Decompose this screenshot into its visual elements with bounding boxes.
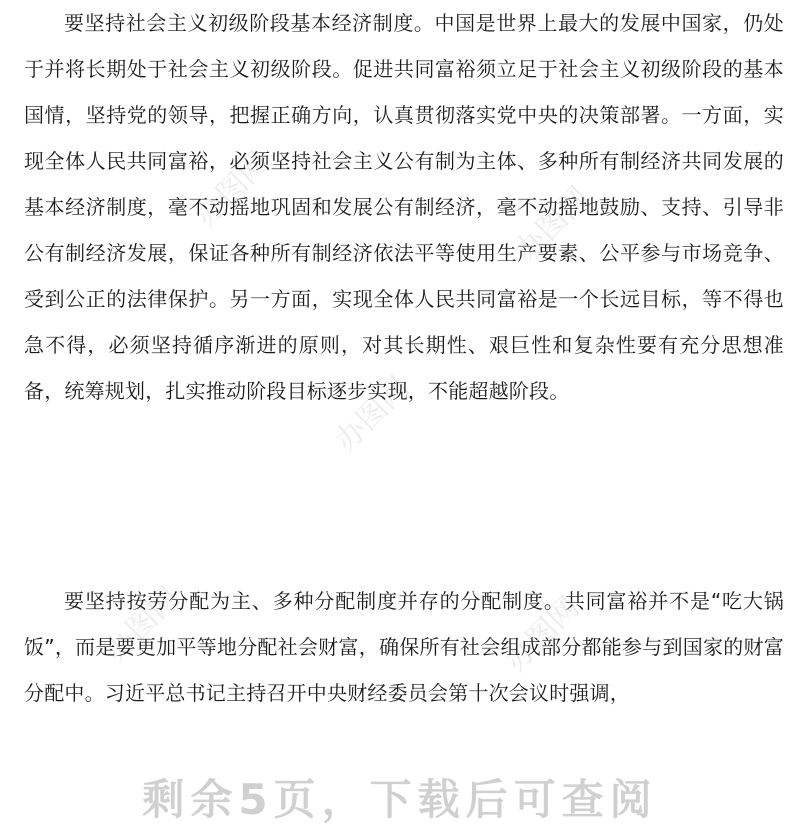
watermark: 办图网	[188, 145, 277, 234]
watermark: 办图网	[508, 180, 597, 269]
watermark: 办图网	[498, 590, 587, 679]
remaining-pages-banner[interactable]: 剩余5页，下载后可查阅	[142, 775, 658, 824]
paragraph-distribution-system: 要坚持按劳分配为主、多种分配制度并存的分配制度。共同富裕并不是“吃大锅饭”，而是要更加平等地分配社会财富，确保所有社会组成部分都能参与到国家的财富分配中。习近平总书记主持召开中央财经委员会第十次会议时强调，	[24, 589, 784, 705]
watermark: 办图网	[98, 580, 187, 669]
watermark: 办图网	[328, 370, 417, 459]
paragraph-basic-economic-system: 要坚持社会主义初级阶段基本经济制度。中国是世界上最大的发展中国家，仍处于并将长期处于社会主义初级阶段。促进共同富裕须立足于社会主义初级阶段的基本国情，坚持党的领导，把握正确方向，认真贯彻落实党中央的决策部署。一方面，实现全体人民共同富裕，必须坚持社会主义公有制为主体、多种所有制经济共同发展的基本经济制度，毫不动摇地巩固和发展公有制经济，毫不动摇地鼓励、支持、引导非公有制经济发展，保证各种所有制经济依法平等使用生产要素、公平参与市场竞争、受到公正的法律保护。另一方面，实现全体人民共同富裕是一个长远目标，等不得也急不得，必须坚持循序渐进的原则，对其长期性、艰巨性和复杂性要有充分思想准备，统筹规划，扎实推动阶段目标逐步实现，不能超越阶段。	[24, 11, 784, 403]
